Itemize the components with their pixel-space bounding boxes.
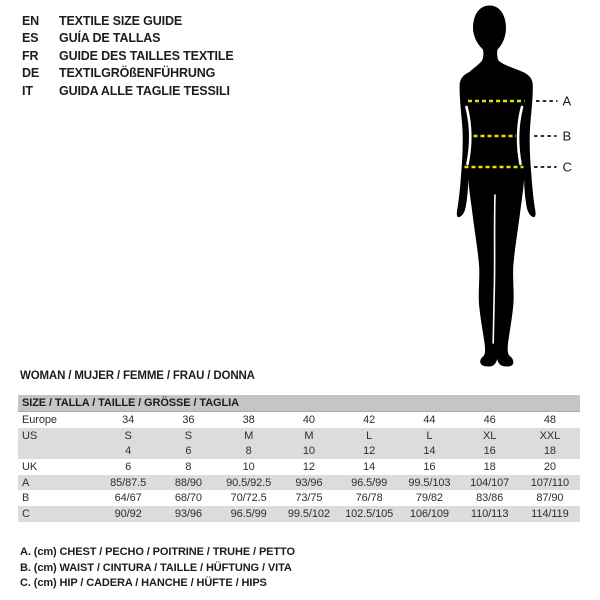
table-cell: 93/96	[158, 506, 218, 522]
language-title-block	[22, 13, 234, 100]
language-row	[22, 48, 234, 65]
table-row-label: C	[18, 506, 98, 522]
table-cell: 10	[242, 460, 255, 473]
table-cell: 38	[242, 413, 255, 426]
table-row	[18, 412, 580, 428]
table-cell: 42	[363, 413, 376, 426]
language-title: TEXTILGRÖßENFÜHRUNG	[59, 66, 216, 81]
table-cell: 16	[460, 443, 520, 459]
table-cell: 99.5/102	[279, 506, 339, 522]
table-cell: 14	[363, 460, 376, 473]
table-cell: 36	[182, 413, 195, 426]
table-cell: XXL	[520, 428, 580, 444]
language-code: DE	[22, 66, 40, 81]
table-cell: 68/70	[174, 492, 202, 505]
table-cell: XL	[460, 428, 520, 444]
language-row	[22, 83, 234, 100]
language-code: IT	[22, 83, 33, 98]
language-code: FR	[22, 48, 39, 63]
table-cell: 106/109	[399, 506, 459, 522]
size-table-header-row	[18, 395, 580, 412]
table-row-label: A	[18, 475, 98, 491]
table-cell: 79/82	[415, 492, 443, 505]
table-row	[18, 490, 580, 506]
legend-line: C. (cm) HIP / CADERA / HANCHE / HÜFTE / HIPS	[20, 577, 267, 590]
table-cell: 83/86	[476, 492, 504, 505]
woman-silhouette-figure	[440, 4, 590, 370]
table-row	[18, 443, 580, 459]
table-cell: 110/113	[460, 506, 520, 522]
table-cell: M	[219, 428, 279, 444]
table-cell: 64/67	[114, 492, 142, 505]
table-cell: 87/90	[536, 492, 564, 505]
table-cell: 6	[158, 443, 218, 459]
table-cell: 4	[98, 443, 158, 459]
table-row-label: US	[18, 428, 98, 444]
table-cell: 16	[423, 460, 436, 473]
table-cell: 96.5/99	[219, 506, 279, 522]
table-cell: 104/107	[460, 475, 520, 491]
table-cell: S	[158, 428, 218, 444]
table-cell: 70/72.5	[230, 492, 267, 505]
size-table-header: SIZE / TALLA / TAILLE / GRÖSSE / TAGLIA	[18, 395, 580, 412]
table-cell: 90/92	[98, 506, 158, 522]
table-cell: 20	[543, 460, 556, 473]
table-cell: 34	[122, 413, 135, 426]
table-cell: S	[98, 428, 158, 444]
table-cell: 76/78	[355, 492, 383, 505]
language-title: TEXTILE SIZE GUIDE	[59, 14, 183, 28]
table-cell: 12	[302, 460, 315, 473]
table-row	[18, 428, 580, 444]
table-cell: 18	[520, 443, 580, 459]
language-code: ES	[22, 31, 39, 46]
table-cell: 96.5/99	[339, 475, 399, 491]
size-table	[18, 395, 580, 522]
table-cell: 99.5/103	[399, 475, 459, 491]
table-cell: 85/87.5	[98, 475, 158, 491]
table-cell: 10	[279, 443, 339, 459]
table-cell: 90.5/92.5	[219, 475, 279, 491]
legend-line: A. (cm) CHEST / PECHO / POITRINE / TRUHE / PETTO	[20, 546, 295, 558]
table-cell: 18	[483, 460, 496, 473]
table-row	[18, 475, 580, 491]
table-cell: 8	[185, 460, 192, 473]
table-cell: 46	[483, 413, 496, 426]
table-row-label: B	[22, 492, 30, 505]
silhouette-body	[457, 6, 536, 367]
table-cell: 14	[399, 443, 459, 459]
table-cell: M	[279, 428, 339, 444]
table-row-label: Europe	[22, 413, 57, 426]
table-cell: 40	[302, 413, 315, 426]
table-cell: 73/75	[295, 492, 323, 505]
table-row	[18, 459, 580, 475]
table-cell: 93/96	[279, 475, 339, 491]
language-title: GUIDE DES TAILLES TEXTILE	[59, 48, 234, 63]
table-cell: 8	[219, 443, 279, 459]
language-title: GUÍA DE TALLAS	[59, 31, 161, 46]
table-row-label	[18, 443, 98, 459]
table-cell: 114/119	[520, 506, 580, 522]
table-cell: 102.5/105	[339, 506, 399, 522]
language-row	[22, 65, 234, 82]
table-cell: 12	[339, 443, 399, 459]
table-cell: L	[399, 428, 459, 444]
section-title: WOMAN / MUJER / FEMME / FRAU / DONNA	[20, 370, 255, 382]
language-row	[22, 13, 234, 30]
marker-label-c: C	[562, 159, 572, 175]
table-row	[18, 506, 580, 522]
table-cell: 88/90	[158, 475, 218, 491]
measurement-legend	[20, 545, 295, 592]
table-cell: 107/110	[520, 475, 580, 491]
legend-line: B. (cm) WAIST / CINTURA / TAILLE / HÜFTUNG / VITA	[20, 561, 292, 574]
table-row-label: UK	[22, 460, 38, 473]
marker-label-b: B	[562, 128, 572, 144]
table-cell: L	[339, 428, 399, 444]
table-cell: 44	[423, 413, 436, 426]
language-row	[22, 30, 234, 47]
table-cell: 6	[125, 460, 132, 473]
language-code: EN	[22, 14, 40, 28]
language-title: GUIDA ALLE TAGLIE TESSILI	[59, 83, 230, 98]
marker-label-a: A	[562, 93, 572, 109]
table-cell: 48	[543, 413, 556, 426]
